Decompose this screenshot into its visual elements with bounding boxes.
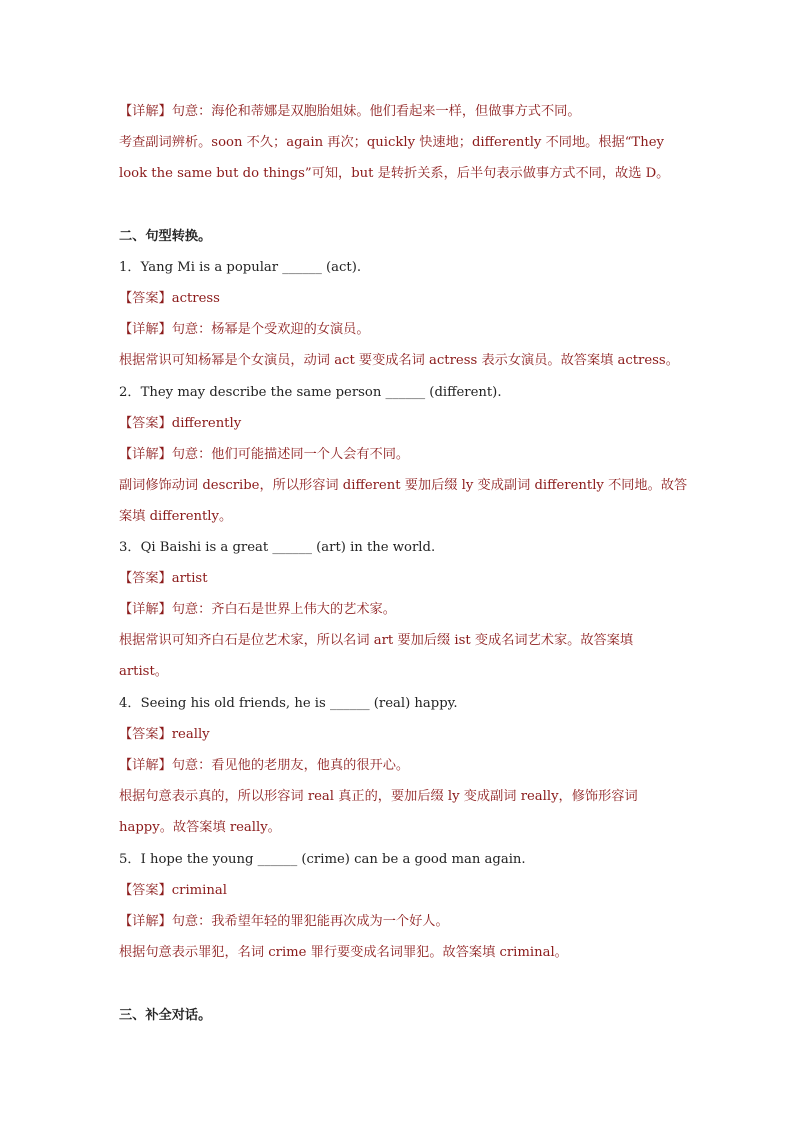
question-1: 1．Yang Mi is a popular ______ (act). bbox=[119, 260, 362, 275]
explanation-1-line-1: 根据常识可知杨幂是个女演员，动词 act 要变成名词 actress 表示女演员。故答案填 actress。 bbox=[119, 353, 679, 368]
answer-text: criminal bbox=[171, 883, 227, 898]
answer-1 bbox=[119, 289, 699, 309]
answer-text: actress bbox=[171, 291, 220, 306]
detail-text: 句意：看见他的老朋友，他真的很开心。 bbox=[171, 758, 410, 773]
answer-text: differently bbox=[171, 416, 242, 431]
answer-tag: 【答案】 bbox=[119, 291, 172, 306]
detail-5 bbox=[119, 912, 699, 932]
detail-tag: 【详解】 bbox=[119, 322, 172, 337]
detail-4 bbox=[119, 756, 699, 776]
detail-text: 句意：他们可能描述同一个人会有不同。 bbox=[171, 447, 410, 462]
answer-4 bbox=[119, 725, 699, 745]
answer-tag: 【答案】 bbox=[119, 727, 172, 742]
explanation-5-line-1: 根据句意表示罪犯，名词 crime 罪行要变成名词罪犯。故答案填 criminal。 bbox=[119, 945, 568, 960]
answer-3 bbox=[119, 569, 699, 589]
explanation-3-line-1: 根据常识可知齐白石是位艺术家，所以名词 art 要加后缀 ist 变成名词艺术家。故答案填 bbox=[119, 633, 634, 648]
answer-tag: 【答案】 bbox=[119, 416, 172, 431]
detail-tag: 【详解】 bbox=[119, 104, 172, 119]
detail-tag: 【详解】 bbox=[119, 447, 172, 462]
detail-3 bbox=[119, 600, 699, 620]
answer-text: really bbox=[171, 727, 210, 742]
detail-1 bbox=[119, 320, 699, 340]
answer-tag: 【答案】 bbox=[119, 883, 172, 898]
detail-tag: 【详解】 bbox=[119, 758, 172, 773]
q1-explanation-line-1: 考查副词辨析。soon 不久；again 再次；quickly 快速地；differently 不同地。根据“They bbox=[119, 135, 664, 150]
explanation-4-line-1: 根据句意表示真的，所以形容词 real 真正的，要加后缀 ly 变成副词 really，修饰形容词 bbox=[119, 789, 638, 804]
detail-text: 句意：杨幂是个受欢迎的女演员。 bbox=[171, 322, 370, 337]
explanation-3-line-2: artist。 bbox=[119, 664, 168, 679]
explanation-4-line-2: happy。故答案填 really。 bbox=[119, 820, 281, 835]
q1-explanation-line-2: look the same but do things”可知，but 是转折关系，后半句表示做事方式不同，故选 D。 bbox=[119, 166, 670, 181]
detail-tag: 【详解】 bbox=[119, 602, 172, 617]
detail-text: 句意：海伦和蒂娜是双胞胎姐妹。他们看起来一样，但做事方式不同。 bbox=[171, 104, 581, 119]
question-5: 5．I hope the young ______ (crime) can be a good man again. bbox=[119, 852, 526, 867]
question-3: 3．Qi Baishi is a great ______ (art) in the world. bbox=[119, 540, 436, 555]
detail-2 bbox=[119, 445, 699, 465]
question-4: 4．Seeing his old friends, he is ______ (real) happy. bbox=[119, 696, 458, 711]
detail-tag: 【详解】 bbox=[119, 914, 172, 929]
answer-tag: 【答案】 bbox=[119, 571, 172, 586]
answer-text: artist bbox=[171, 571, 208, 586]
answer-2 bbox=[119, 414, 699, 434]
detail-text: 句意：齐白石是世界上伟大的艺术家。 bbox=[171, 602, 396, 617]
explanation-2-line-1: 副词修饰动词 describe，所以形容词 different 要加后缀 ly 变成副词 differently 不同地。故答 bbox=[119, 478, 688, 493]
explanation-2-line-2: 案填 differently。 bbox=[119, 509, 233, 524]
detail-text: 句意：我希望年轻的罪犯能再次成为一个好人。 bbox=[171, 914, 449, 929]
section-heading: 二、句型转换。 bbox=[119, 229, 212, 244]
q1-detail-line bbox=[119, 102, 699, 122]
answer-5 bbox=[119, 881, 699, 901]
section-heading: 三、补全对话。 bbox=[119, 1008, 212, 1023]
question-2: 2．They may describe the same person ______ (different). bbox=[119, 385, 502, 400]
